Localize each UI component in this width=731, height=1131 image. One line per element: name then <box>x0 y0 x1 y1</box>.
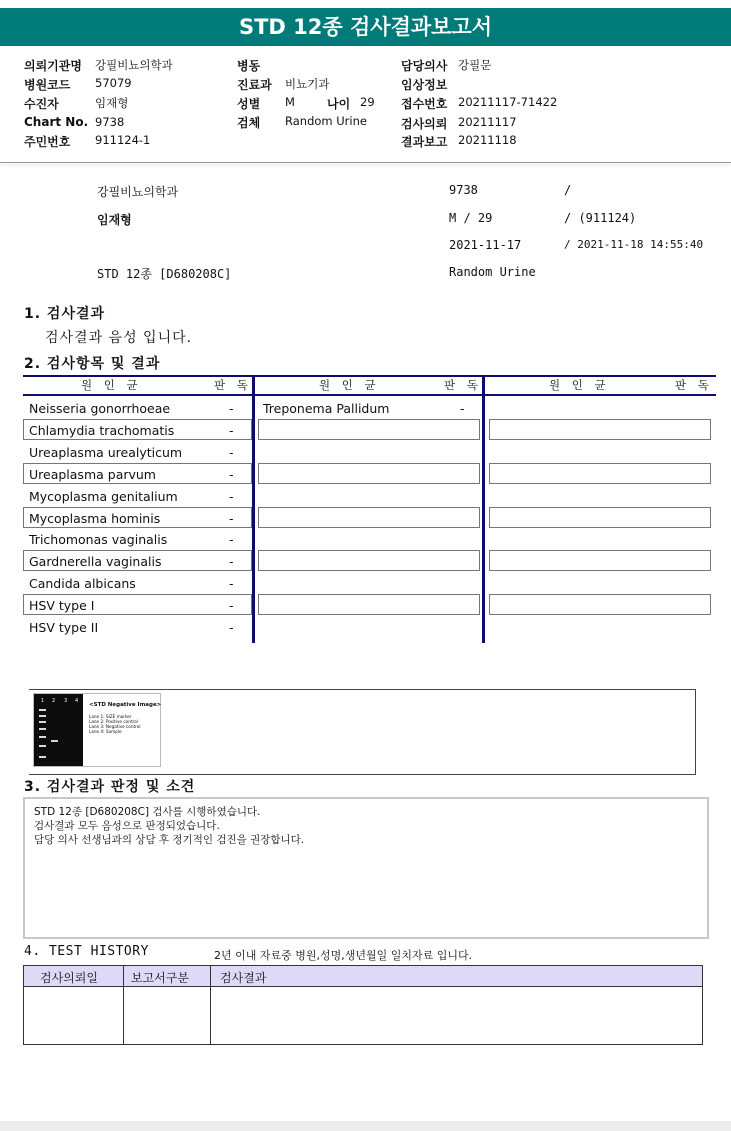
doctor-value: 강필문 <box>458 58 492 72</box>
organism-result: - <box>229 620 234 635</box>
history-column-divider <box>210 966 211 1044</box>
patient-value: 임재형 <box>95 96 129 110</box>
organism-result: - <box>460 401 465 416</box>
doctor-label: 담당의사 <box>401 59 448 73</box>
history-table <box>23 965 703 1045</box>
gel-legend-item: Lane 4: Sample <box>89 729 122 734</box>
report-date-value: 20211118 <box>458 133 517 147</box>
positive-control-band <box>51 740 58 742</box>
organism-name: Ureaplasma parvum <box>29 467 156 482</box>
section3-heading: 3. 검사결과 판정 및 소견 <box>24 779 196 795</box>
age-value: 29 <box>360 95 375 109</box>
header-organism: 원 인 균 <box>549 378 610 392</box>
patient-label: 수진자 <box>24 97 59 111</box>
opinion-line: 담당 의사 선생님과의 상담 후 정기적인 검진을 권장합니다. <box>34 834 305 846</box>
marker-band <box>39 728 46 730</box>
sex-label: 성별 <box>237 97 261 111</box>
header-judgement: 판 독 <box>444 378 482 392</box>
lane-number: 2 <box>52 698 56 704</box>
column-divider <box>482 375 485 643</box>
result-row-box <box>258 550 480 571</box>
organism-name: Ureaplasma urealyticum <box>29 445 183 460</box>
organism-result: - <box>229 511 234 526</box>
lane-number: 4 <box>75 698 79 704</box>
result-row-box <box>258 594 480 615</box>
history-col-result: 검사결과 <box>220 971 267 985</box>
header-organism: 원 인 균 <box>81 378 142 392</box>
history-column-divider <box>123 966 124 1044</box>
request-date-label: 검사의뢰 <box>401 117 448 131</box>
department-label: 진료과 <box>237 78 272 92</box>
marker-band <box>39 745 46 747</box>
marker-band <box>39 736 46 738</box>
organism-name: Mycoplasma genitalium <box>29 489 178 504</box>
organism-result: - <box>229 467 234 482</box>
history-note: 2년 이내 자료중 병원,성명,생년월일 일치자료 입니다. <box>214 949 473 962</box>
summary-test: STD 12종 [D680208C] <box>97 267 232 281</box>
gel-image <box>33 693 161 767</box>
specimen-value: Random Urine <box>285 114 367 128</box>
history-col-request-date: 검사의뢰일 <box>40 971 98 985</box>
organism-result: - <box>229 554 234 569</box>
table-header-rule <box>23 394 716 396</box>
gel-title: <STD Negative Image> <box>89 702 162 708</box>
gel-legend-item: Lane 3: Negative control <box>89 724 141 729</box>
result-row-box <box>489 463 711 484</box>
sex-value: M <box>285 95 295 109</box>
organism-result: - <box>229 445 234 460</box>
lane-number: 1 <box>41 698 45 704</box>
section2-heading: 2. 검사항목 및 결과 <box>24 356 161 372</box>
organism-result: - <box>229 401 234 416</box>
gel-legend-item: Lane 1: SIZE marker <box>89 714 132 719</box>
lane-number: 3 <box>64 698 68 704</box>
result-table <box>23 375 716 643</box>
receipt-no-label: 접수번호 <box>401 97 448 111</box>
header-judgement: 판 독 <box>214 378 252 392</box>
header-judgement: 판 독 <box>675 378 713 392</box>
result-row-box <box>489 507 711 528</box>
organism-name: HSV type II <box>29 620 99 635</box>
chart-no-value: 9738 <box>95 115 125 129</box>
chart-no-label: Chart No. <box>24 115 89 129</box>
organism-result: - <box>229 423 234 438</box>
organism-name: Neisseria gonorrhoeae <box>29 401 171 416</box>
history-col-report-type: 보고서구분 <box>131 971 189 985</box>
organism-result: - <box>229 489 234 504</box>
organism-name: HSV type I <box>29 598 95 613</box>
report-title: STD 12종 검사결과보고서 <box>238 15 492 39</box>
section1-heading: 1. 검사결과 <box>24 306 106 322</box>
marker-band <box>39 721 46 723</box>
page-bottom-strip <box>0 1121 731 1131</box>
summary-patient: 임재형 <box>97 213 132 227</box>
summary-chart: 9738 <box>449 183 478 197</box>
opinion-line: STD 12종 [D680208C] 검사를 시행하였습니다. <box>34 806 261 818</box>
clinical-info-label: 임상정보 <box>401 78 448 92</box>
organism-result: - <box>229 576 234 591</box>
report-date-label: 결과보고 <box>401 135 448 149</box>
specimen-label: 검체 <box>237 116 261 130</box>
result-row-box <box>489 594 711 615</box>
summary-specimen: Random Urine <box>449 265 536 279</box>
resident-no-value: 911124-1 <box>95 133 151 147</box>
marker-band <box>39 709 46 711</box>
hospital-label: 의뢰기관명 <box>24 59 82 73</box>
marker-band <box>39 756 46 758</box>
organism-name: Trichomonas vaginalis <box>29 532 168 547</box>
hospital-code-value: 57079 <box>95 76 132 90</box>
organism-name: Chlamydia trachomatis <box>29 423 175 438</box>
section1-text: 검사결과 음성 입니다. <box>45 330 193 346</box>
summary-sex-age: M / 29 <box>449 211 493 225</box>
section4-heading: 4. TEST HISTORY <box>24 944 149 959</box>
result-row-box <box>489 550 711 571</box>
hospital-value: 강필비뇨의학과 <box>95 58 173 72</box>
organism-name: Treponema Pallidum <box>263 401 390 416</box>
report-title-bar <box>0 8 731 46</box>
resident-no-label: 주민번호 <box>24 135 71 149</box>
organism-result: - <box>229 532 234 547</box>
summary-birth: / (911124) <box>564 211 637 225</box>
organism-name: Mycoplasma hominis <box>29 511 161 526</box>
age-label: 나이 <box>327 97 351 111</box>
gel-lanes <box>34 694 83 766</box>
organism-name: Candida albicans <box>29 576 136 591</box>
marker-band <box>39 715 46 717</box>
department-value: 비뇨기과 <box>285 77 330 91</box>
request-date-value: 20211117 <box>458 115 517 129</box>
opinion-box <box>23 797 709 939</box>
organism-name: Gardnerella vaginalis <box>29 554 162 569</box>
summary-requested: 2021-11-17 <box>449 238 522 252</box>
opinion-line: 검사결과 모두 음성으로 판정되었습니다. <box>34 820 220 832</box>
header-organism: 원 인 균 <box>319 378 380 392</box>
column-divider <box>252 375 255 643</box>
result-row-box <box>489 419 711 440</box>
history-header-row <box>24 966 702 987</box>
result-row-box <box>258 507 480 528</box>
receipt-no-value: 20211117-71422 <box>458 95 558 109</box>
organism-result: - <box>229 598 234 613</box>
ward-label: 병동 <box>237 59 261 73</box>
hospital-code-label: 병원코드 <box>24 78 71 92</box>
result-row-box <box>258 419 480 440</box>
summary-reported: / 2021-11-18 14:55:40 <box>564 238 704 251</box>
header-divider <box>0 162 731 163</box>
summary-hospital: 강필비뇨의학과 <box>97 185 179 199</box>
result-row-box <box>258 463 480 484</box>
summary-chart-sep: / <box>564 183 572 197</box>
gel-legend-item: Lane 2: Positive control <box>89 719 138 724</box>
